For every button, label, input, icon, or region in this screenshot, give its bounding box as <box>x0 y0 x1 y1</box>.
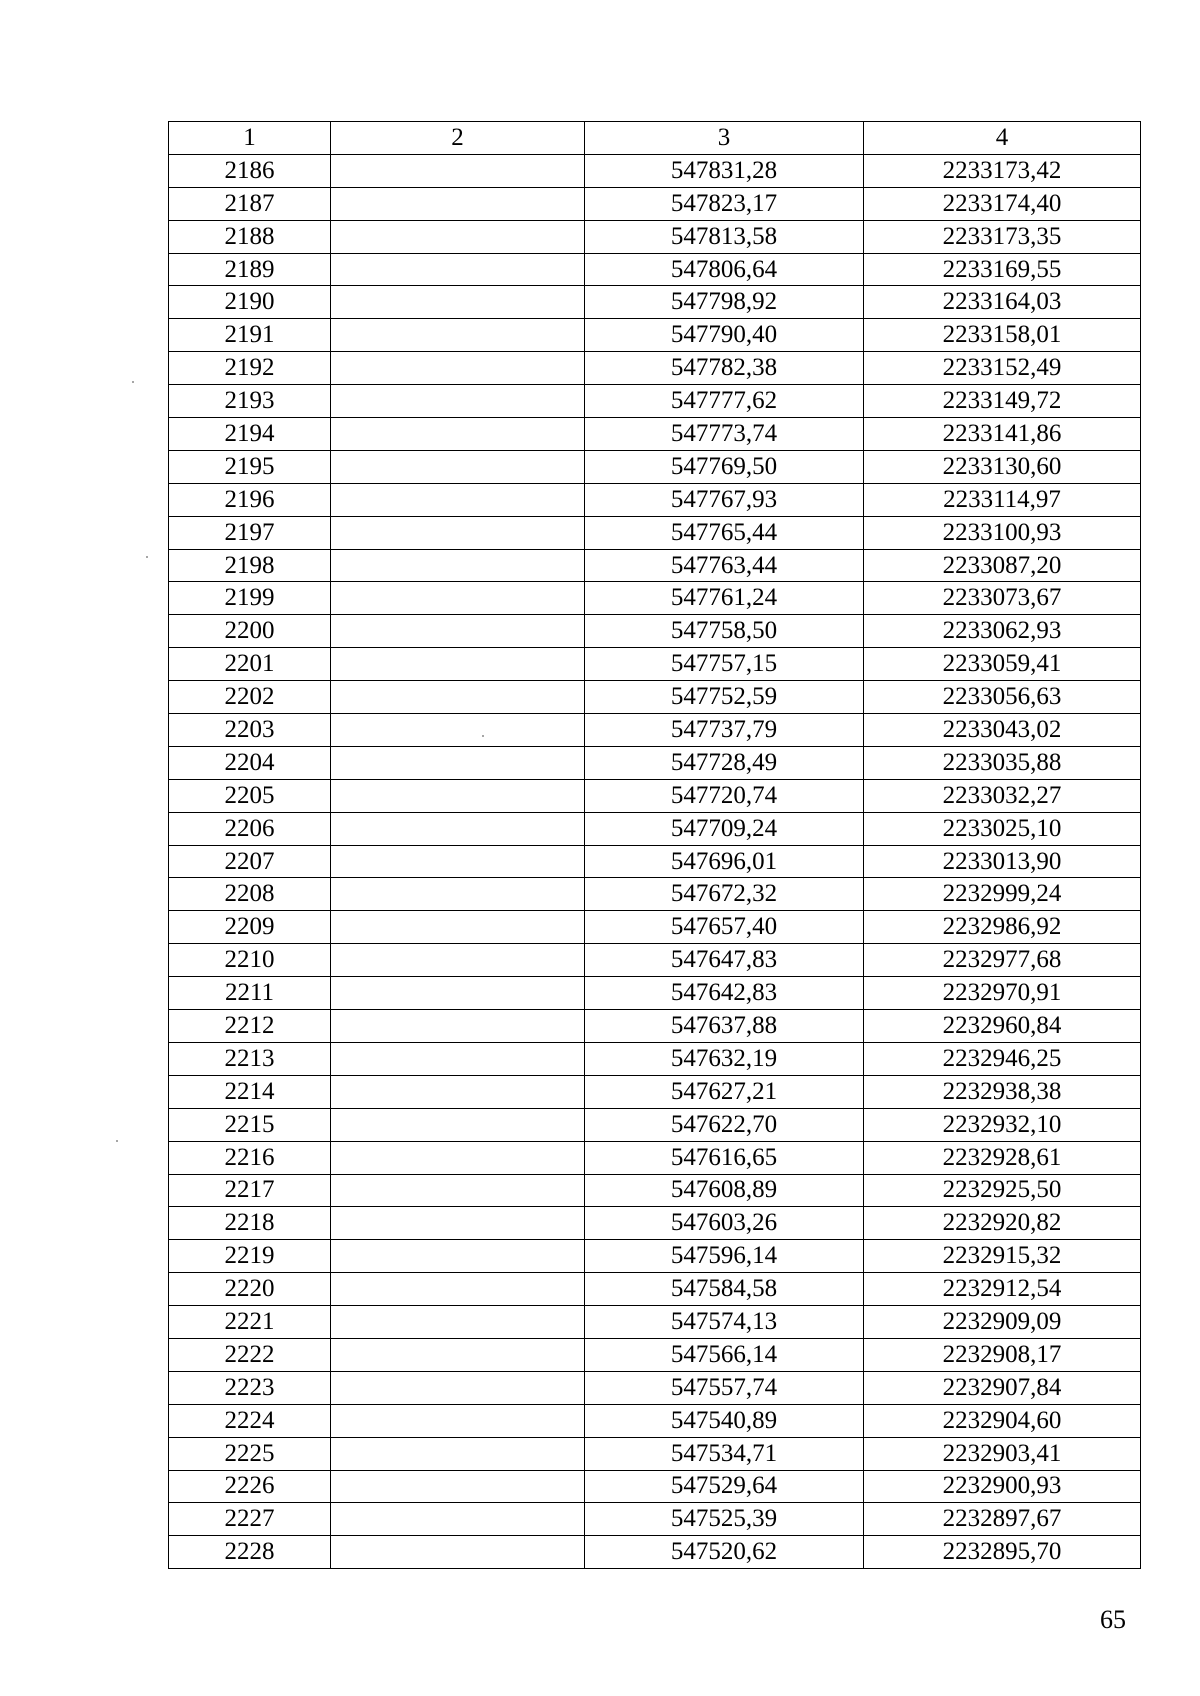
coord-x-cell: 547720,74 <box>585 779 864 812</box>
coord-x-cell: 547769,50 <box>585 450 864 483</box>
point-number-cell: 2223 <box>169 1371 331 1404</box>
coord-y-cell: 2233169,55 <box>864 253 1141 286</box>
point-number-cell: 2189 <box>169 253 331 286</box>
point-number-cell: 2203 <box>169 714 331 747</box>
point-number-cell: 2191 <box>169 319 331 352</box>
point-number-cell: 2210 <box>169 944 331 977</box>
empty-cell <box>331 1338 585 1371</box>
coord-x-cell: 547574,13 <box>585 1306 864 1339</box>
coord-y-cell: 2232986,92 <box>864 911 1141 944</box>
coord-y-cell: 2232925,50 <box>864 1174 1141 1207</box>
empty-cell <box>331 812 585 845</box>
coord-y-cell: 2233032,27 <box>864 779 1141 812</box>
empty-cell <box>331 1141 585 1174</box>
coord-y-cell: 2232909,09 <box>864 1306 1141 1339</box>
coord-x-cell: 547616,65 <box>585 1141 864 1174</box>
table-row <box>169 516 1141 549</box>
coord-x-cell: 547642,83 <box>585 977 864 1010</box>
point-number-cell: 2195 <box>169 450 331 483</box>
point-number-cell: 2226 <box>169 1470 331 1503</box>
empty-cell <box>331 1536 585 1569</box>
coordinates-table <box>168 121 1141 1569</box>
table-row <box>169 154 1141 187</box>
table-row <box>169 714 1141 747</box>
coord-y-cell: 2233130,60 <box>864 450 1141 483</box>
coord-y-cell: 2233035,88 <box>864 746 1141 779</box>
empty-cell <box>331 615 585 648</box>
table-row <box>169 1010 1141 1043</box>
coord-x-cell: 547765,44 <box>585 516 864 549</box>
table-row <box>169 319 1141 352</box>
coord-y-cell: 2233100,93 <box>864 516 1141 549</box>
point-number-cell: 2205 <box>169 779 331 812</box>
point-number-cell: 2212 <box>169 1010 331 1043</box>
header-col-1: 1 <box>169 122 331 155</box>
table-row <box>169 911 1141 944</box>
coord-x-cell: 547622,70 <box>585 1108 864 1141</box>
empty-cell <box>331 1174 585 1207</box>
table-row <box>169 1470 1141 1503</box>
empty-cell <box>331 681 585 714</box>
table-row <box>169 483 1141 516</box>
coord-x-cell: 547608,89 <box>585 1174 864 1207</box>
point-number-cell: 2213 <box>169 1042 331 1075</box>
point-number-cell: 2200 <box>169 615 331 648</box>
coord-x-cell: 547657,40 <box>585 911 864 944</box>
table-row <box>169 418 1141 451</box>
coord-x-cell: 547761,24 <box>585 582 864 615</box>
coord-x-cell: 547632,19 <box>585 1042 864 1075</box>
empty-cell <box>331 977 585 1010</box>
coord-y-cell: 2233173,35 <box>864 220 1141 253</box>
scan-speck <box>146 556 148 558</box>
coord-y-cell: 2233164,03 <box>864 286 1141 319</box>
coord-x-cell: 547627,21 <box>585 1075 864 1108</box>
coord-y-cell: 2233059,41 <box>864 648 1141 681</box>
empty-cell <box>331 1437 585 1470</box>
table-row <box>169 845 1141 878</box>
table-row <box>169 1338 1141 1371</box>
coord-y-cell: 2232970,91 <box>864 977 1141 1010</box>
coord-x-cell: 547790,40 <box>585 319 864 352</box>
table-row <box>169 615 1141 648</box>
coord-y-cell: 2233173,42 <box>864 154 1141 187</box>
table-row <box>169 1437 1141 1470</box>
coord-y-cell: 2232900,93 <box>864 1470 1141 1503</box>
point-number-cell: 2196 <box>169 483 331 516</box>
table-row <box>169 648 1141 681</box>
empty-cell <box>331 1273 585 1306</box>
table-row <box>169 1306 1141 1339</box>
scan-speck <box>482 735 484 737</box>
empty-cell <box>331 319 585 352</box>
point-number-cell: 2201 <box>169 648 331 681</box>
point-number-cell: 2227 <box>169 1503 331 1536</box>
empty-cell <box>331 845 585 878</box>
point-number-cell: 2221 <box>169 1306 331 1339</box>
coord-y-cell: 2233141,86 <box>864 418 1141 451</box>
coord-x-cell: 547603,26 <box>585 1207 864 1240</box>
empty-cell <box>331 352 585 385</box>
empty-cell <box>331 483 585 516</box>
coord-y-cell: 2233043,02 <box>864 714 1141 747</box>
table-row <box>169 1108 1141 1141</box>
coord-x-cell: 547758,50 <box>585 615 864 648</box>
coord-x-cell: 547647,83 <box>585 944 864 977</box>
empty-cell <box>331 418 585 451</box>
coord-x-cell: 547763,44 <box>585 549 864 582</box>
empty-cell <box>331 1207 585 1240</box>
empty-cell <box>331 1108 585 1141</box>
empty-cell <box>331 1240 585 1273</box>
empty-cell <box>331 1042 585 1075</box>
empty-cell <box>331 516 585 549</box>
coord-y-cell: 2232907,84 <box>864 1371 1141 1404</box>
empty-cell <box>331 1306 585 1339</box>
coord-x-cell: 547529,64 <box>585 1470 864 1503</box>
coord-y-cell: 2233158,01 <box>864 319 1141 352</box>
coord-y-cell: 2233013,90 <box>864 845 1141 878</box>
table-body <box>169 154 1141 1568</box>
point-number-cell: 2228 <box>169 1536 331 1569</box>
coord-x-cell: 547752,59 <box>585 681 864 714</box>
coord-x-cell: 547813,58 <box>585 220 864 253</box>
coord-x-cell: 547767,93 <box>585 483 864 516</box>
point-number-cell: 2194 <box>169 418 331 451</box>
coord-y-cell: 2232928,61 <box>864 1141 1141 1174</box>
table-row <box>169 746 1141 779</box>
table-row <box>169 549 1141 582</box>
empty-cell <box>331 286 585 319</box>
empty-cell <box>331 582 585 615</box>
table-row <box>169 286 1141 319</box>
table-row <box>169 1207 1141 1240</box>
table-row <box>169 1141 1141 1174</box>
point-number-cell: 2186 <box>169 154 331 187</box>
coord-x-cell: 547773,74 <box>585 418 864 451</box>
coord-y-cell: 2232960,84 <box>864 1010 1141 1043</box>
coord-y-cell: 2233114,97 <box>864 483 1141 516</box>
table-row <box>169 1240 1141 1273</box>
coord-y-cell: 2233056,63 <box>864 681 1141 714</box>
point-number-cell: 2198 <box>169 549 331 582</box>
table-row <box>169 977 1141 1010</box>
point-number-cell: 2202 <box>169 681 331 714</box>
header-col-4: 4 <box>864 122 1141 155</box>
coord-x-cell: 547728,49 <box>585 746 864 779</box>
coord-y-cell: 2233062,93 <box>864 615 1141 648</box>
point-number-cell: 2222 <box>169 1338 331 1371</box>
point-number-cell: 2211 <box>169 977 331 1010</box>
point-number-cell: 2214 <box>169 1075 331 1108</box>
point-number-cell: 2188 <box>169 220 331 253</box>
table-row <box>169 681 1141 714</box>
point-number-cell: 2215 <box>169 1108 331 1141</box>
coord-y-cell: 2232897,67 <box>864 1503 1141 1536</box>
coord-x-cell: 547584,58 <box>585 1273 864 1306</box>
empty-cell <box>331 450 585 483</box>
coord-y-cell: 2233025,10 <box>864 812 1141 845</box>
coord-x-cell: 547596,14 <box>585 1240 864 1273</box>
table-row <box>169 1371 1141 1404</box>
coord-x-cell: 547525,39 <box>585 1503 864 1536</box>
coord-y-cell: 2232904,60 <box>864 1404 1141 1437</box>
coord-x-cell: 547798,92 <box>585 286 864 319</box>
coord-y-cell: 2232946,25 <box>864 1042 1141 1075</box>
coord-x-cell: 547520,62 <box>585 1536 864 1569</box>
coord-x-cell: 547566,14 <box>585 1338 864 1371</box>
point-number-cell: 2208 <box>169 878 331 911</box>
empty-cell <box>331 911 585 944</box>
empty-cell <box>331 1503 585 1536</box>
point-number-cell: 2199 <box>169 582 331 615</box>
point-number-cell: 2218 <box>169 1207 331 1240</box>
coord-y-cell: 2232977,68 <box>864 944 1141 977</box>
coord-y-cell: 2232903,41 <box>864 1437 1141 1470</box>
coord-x-cell: 547709,24 <box>585 812 864 845</box>
empty-cell <box>331 1010 585 1043</box>
empty-cell <box>331 1404 585 1437</box>
table-row <box>169 1404 1141 1437</box>
table-row <box>169 352 1141 385</box>
point-number-cell: 2219 <box>169 1240 331 1273</box>
point-number-cell: 2207 <box>169 845 331 878</box>
coord-y-cell: 2232908,17 <box>864 1338 1141 1371</box>
point-number-cell: 2225 <box>169 1437 331 1470</box>
header-col-2: 2 <box>331 122 585 155</box>
table-row <box>169 779 1141 812</box>
empty-cell <box>331 779 585 812</box>
table-row <box>169 878 1141 911</box>
coord-x-cell: 547534,71 <box>585 1437 864 1470</box>
coord-x-cell: 547757,15 <box>585 648 864 681</box>
coord-y-cell: 2233174,40 <box>864 187 1141 220</box>
empty-cell <box>331 220 585 253</box>
coord-x-cell: 547557,74 <box>585 1371 864 1404</box>
table-row <box>169 944 1141 977</box>
point-number-cell: 2220 <box>169 1273 331 1306</box>
point-number-cell: 2204 <box>169 746 331 779</box>
header-col-3: 3 <box>585 122 864 155</box>
table-row <box>169 450 1141 483</box>
table-header-row <box>169 122 1141 155</box>
empty-cell <box>331 187 585 220</box>
scan-speck <box>116 1140 118 1142</box>
coord-y-cell: 2232938,38 <box>864 1075 1141 1108</box>
empty-cell <box>331 746 585 779</box>
empty-cell <box>331 944 585 977</box>
table-row <box>169 253 1141 286</box>
table-row <box>169 1273 1141 1306</box>
coord-x-cell: 547637,88 <box>585 1010 864 1043</box>
page-number: 65 <box>1100 1605 1126 1634</box>
point-number-cell: 2206 <box>169 812 331 845</box>
table-row <box>169 812 1141 845</box>
point-number-cell: 2193 <box>169 385 331 418</box>
empty-cell <box>331 1075 585 1108</box>
coord-x-cell: 547782,38 <box>585 352 864 385</box>
coord-x-cell: 547777,62 <box>585 385 864 418</box>
coord-y-cell: 2232912,54 <box>864 1273 1141 1306</box>
table-row <box>169 187 1141 220</box>
point-number-cell: 2217 <box>169 1174 331 1207</box>
table-row <box>169 385 1141 418</box>
table-row <box>169 1042 1141 1075</box>
point-number-cell: 2187 <box>169 187 331 220</box>
coord-y-cell: 2232999,24 <box>864 878 1141 911</box>
coord-y-cell: 2232932,10 <box>864 1108 1141 1141</box>
table-row <box>169 220 1141 253</box>
table-row <box>169 1075 1141 1108</box>
table-row <box>169 1174 1141 1207</box>
empty-cell <box>331 154 585 187</box>
empty-cell <box>331 878 585 911</box>
coord-x-cell: 547672,32 <box>585 878 864 911</box>
empty-cell <box>331 385 585 418</box>
empty-cell <box>331 253 585 286</box>
coord-x-cell: 547823,17 <box>585 187 864 220</box>
point-number-cell: 2190 <box>169 286 331 319</box>
scan-speck <box>132 381 134 383</box>
coord-y-cell: 2232895,70 <box>864 1536 1141 1569</box>
point-number-cell: 2209 <box>169 911 331 944</box>
empty-cell <box>331 714 585 747</box>
empty-cell <box>331 648 585 681</box>
empty-cell <box>331 549 585 582</box>
point-number-cell: 2197 <box>169 516 331 549</box>
coord-y-cell: 2233152,49 <box>864 352 1141 385</box>
point-number-cell: 2192 <box>169 352 331 385</box>
coord-x-cell: 547737,79 <box>585 714 864 747</box>
point-number-cell: 2216 <box>169 1141 331 1174</box>
coord-x-cell: 547806,64 <box>585 253 864 286</box>
coord-y-cell: 2232915,32 <box>864 1240 1141 1273</box>
coord-x-cell: 547696,01 <box>585 845 864 878</box>
coord-y-cell: 2233073,67 <box>864 582 1141 615</box>
coord-x-cell: 547540,89 <box>585 1404 864 1437</box>
point-number-cell: 2224 <box>169 1404 331 1437</box>
empty-cell <box>331 1371 585 1404</box>
coord-x-cell: 547831,28 <box>585 154 864 187</box>
coord-y-cell: 2232920,82 <box>864 1207 1141 1240</box>
empty-cell <box>331 1470 585 1503</box>
table-row <box>169 582 1141 615</box>
table-row <box>169 1536 1141 1569</box>
coord-y-cell: 2233149,72 <box>864 385 1141 418</box>
table-row <box>169 1503 1141 1536</box>
coord-y-cell: 2233087,20 <box>864 549 1141 582</box>
